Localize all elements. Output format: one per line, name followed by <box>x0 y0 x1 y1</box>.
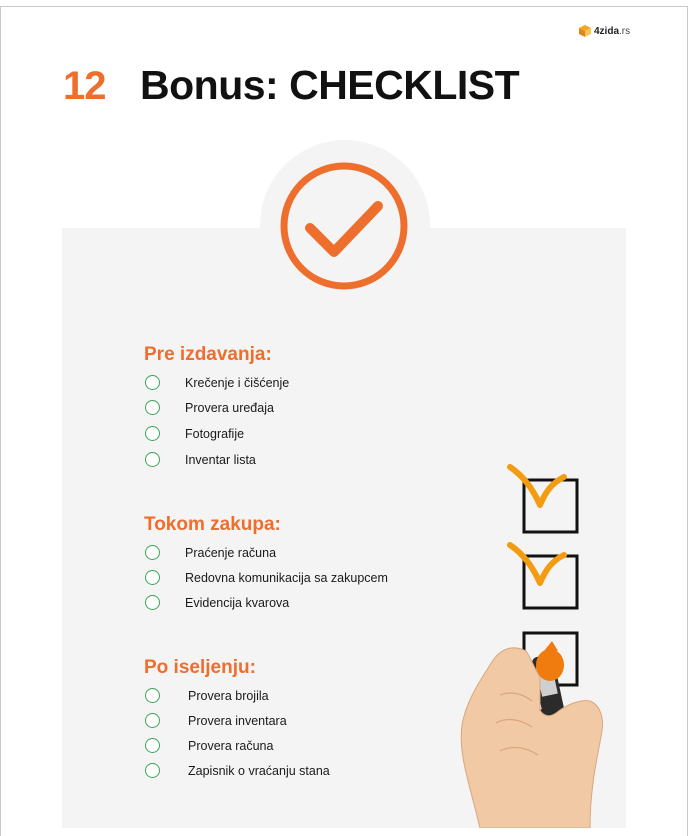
checklist-item[interactable] <box>145 763 330 778</box>
hand <box>461 648 602 828</box>
tick-mark-2 <box>510 545 564 583</box>
checklist-item-label: Fotografije <box>185 426 245 441</box>
tick-mark-1 <box>510 467 564 505</box>
checklist-item-label: Provera inventara <box>188 713 287 728</box>
checklist-item-label: Zapisnik o vraćanju stana <box>188 763 330 778</box>
check-circle-icon <box>278 160 410 292</box>
page-title: Bonus: CHECKLIST <box>140 62 520 108</box>
checklist-item[interactable] <box>145 738 273 753</box>
checklist-item-label: Evidencija kvarova <box>185 595 290 610</box>
circle-outline-icon[interactable] <box>145 426 160 441</box>
hand-marker-illustration <box>440 455 620 828</box>
checklist-item[interactable] <box>145 400 274 415</box>
checklist-item-label: Provera računa <box>188 738 274 753</box>
circle-outline-icon[interactable] <box>145 452 160 467</box>
checklist-item[interactable] <box>145 375 289 390</box>
section-heading-po-iseljenju: Po iseljenju: <box>144 657 256 678</box>
section-heading-pre-izdavanja: Pre izdavanja: <box>144 344 272 365</box>
checklist-item-label: Provera brojila <box>188 688 269 703</box>
house-cube-icon <box>578 24 592 38</box>
circle-outline-icon[interactable] <box>145 713 160 728</box>
brand-logo <box>578 24 630 38</box>
circle-outline-icon[interactable] <box>145 763 160 778</box>
checklist-item-label: Inventar lista <box>185 452 256 467</box>
checklist-item-label: Redovna komunikacija sa zakupcem <box>185 570 388 585</box>
checklist-item[interactable] <box>145 688 269 703</box>
circle-outline-icon[interactable] <box>145 570 160 585</box>
checklist-item[interactable] <box>145 595 289 610</box>
checklist-item[interactable] <box>145 426 244 441</box>
logo-domain: .rs <box>619 25 631 37</box>
circle-outline-icon[interactable] <box>145 688 160 703</box>
checklist-item[interactable] <box>145 713 287 728</box>
circle-outline-icon[interactable] <box>145 738 160 753</box>
circle-outline-icon[interactable] <box>145 545 160 560</box>
checklist-item-label: Krečenje i čišćenje <box>185 375 290 390</box>
section-heading-tokom-zakupa: Tokom zakupa: <box>144 514 281 535</box>
checklist-item[interactable] <box>145 452 256 467</box>
checklist-item[interactable] <box>145 545 276 560</box>
circle-outline-icon[interactable] <box>145 595 160 610</box>
checklist-item-label: Praćenje računa <box>185 545 277 560</box>
circle-outline-icon[interactable] <box>145 375 160 390</box>
logo-text: 4zida <box>594 25 620 37</box>
checklist-item[interactable] <box>145 570 388 585</box>
circle-outline-icon[interactable] <box>145 400 160 415</box>
chapter-number: 12 <box>63 64 106 108</box>
checklist-item-label: Provera uređaja <box>185 400 274 415</box>
